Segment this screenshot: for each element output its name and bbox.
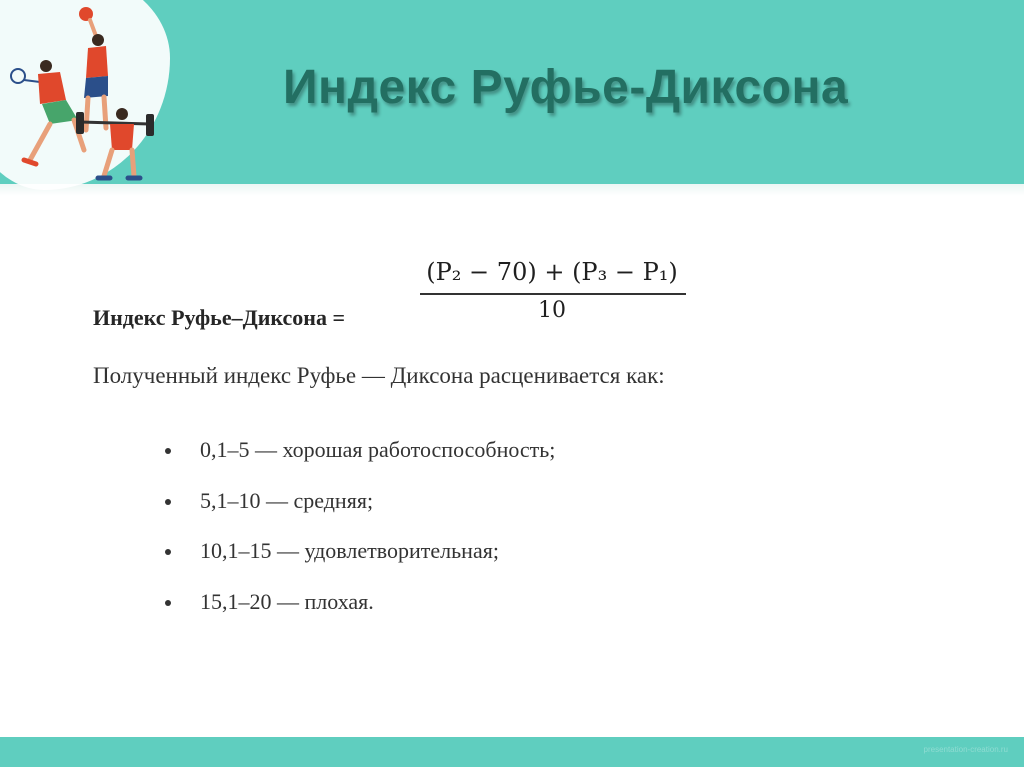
rating-text: 10,1–15 — удовлетворительная; (200, 538, 499, 563)
footer-band (0, 737, 1024, 767)
bullet-icon (165, 499, 171, 505)
formula-fraction (418, 258, 686, 330)
rating-text: 5,1–10 — средняя; (200, 487, 374, 513)
bullet-icon (165, 600, 171, 606)
formula-label: Индекс Руфье–Диксона = (93, 305, 346, 330)
list-item (165, 589, 555, 640)
fraction-bar (420, 293, 686, 295)
bullet-icon (165, 448, 171, 454)
ratings-list (165, 437, 555, 639)
bullet-icon (165, 549, 171, 555)
list-item (165, 538, 555, 589)
footer-watermark: presentation-creation.ru (923, 745, 1008, 754)
intro-text: Полученный индекс Руфье — Диксона расценивается как: (93, 363, 665, 388)
formula-denominator: 10 (538, 298, 566, 323)
rating-text: 15,1–20 — плохая. (200, 588, 374, 614)
formula-numerator: (P₂ − 70) + (P₃ − P₁) (426, 258, 678, 286)
athletes-illustration (0, 0, 175, 190)
slide-title: Индекс Руфье-Диксона (283, 61, 849, 114)
list-item (165, 437, 555, 488)
list-item (165, 488, 555, 539)
rating-text: 0,1–5 — хорошая работоспособность; (200, 437, 556, 462)
